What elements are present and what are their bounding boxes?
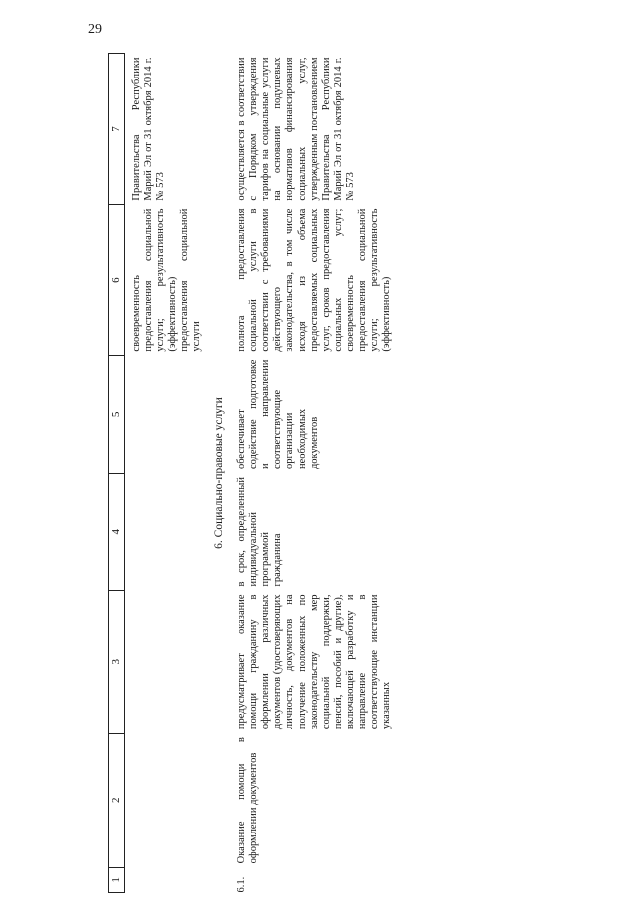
page-number: 29 bbox=[88, 22, 102, 37]
service-number: 6.1. bbox=[236, 876, 248, 893]
service-deadline: в срок, определенный индивидуальной программой гражданина bbox=[236, 477, 284, 587]
header-row bbox=[109, 54, 125, 893]
service-legal-basis: осуществляется в соответствии с Порядком утверждения тарифов на социальные услуги на основании подушевых нормативов финансирования социальных услуг, утвержденным постановлением Правительства Республики Марий Эл от 31 октября 2014 г. № 573 bbox=[236, 57, 356, 201]
section-row bbox=[203, 54, 230, 893]
header-col-4: 4 bbox=[109, 473, 125, 590]
service-quality-criteria: полнота предоставления социальной услуги в соответствии с требованиями действующего законодательства, в том числе исходя из объема предоставляемых социальных услуг, сроков предоставления социальных услуг; своевременность предоставления социальной услуги; результативность (эффективность) bbox=[236, 208, 392, 352]
document-sheet bbox=[108, 53, 628, 893]
header-col-6: 6 bbox=[109, 205, 125, 356]
header-col-3: 3 bbox=[109, 590, 125, 733]
continued-row bbox=[124, 54, 203, 893]
service-description: предусматривает оказание помощи гражданину в оформлении различных документов (удостоверяющих личность, документов на получение положенных по законодательству мер социальной поддержки, пенсий, пособий и другие), включающей разработку и направление в соответствующие инстанции указанных bbox=[236, 594, 392, 730]
services-table bbox=[108, 53, 393, 893]
section-title: 6. Социально-правовые услуги bbox=[213, 397, 226, 549]
header-col-1: 1 bbox=[109, 867, 125, 892]
service-name: Оказание помощи в оформлении документов bbox=[236, 737, 260, 864]
header-col-5: 5 bbox=[109, 356, 125, 473]
table-row bbox=[230, 54, 393, 893]
continued-legal-basis: Правительства Республики Марий Эл от 31 октября 2014 г. № 573 bbox=[130, 57, 166, 201]
service-standard: обеспечивает содействие подготовке и направлении соответствующие организации необходимых документов bbox=[236, 359, 320, 470]
continued-quality-criteria: своевременность предоставления социальной услуги; результативность (эффективность) предоставления социальной услуги bbox=[130, 208, 202, 352]
header-col-7: 7 bbox=[109, 54, 125, 205]
header-col-2: 2 bbox=[109, 733, 125, 867]
